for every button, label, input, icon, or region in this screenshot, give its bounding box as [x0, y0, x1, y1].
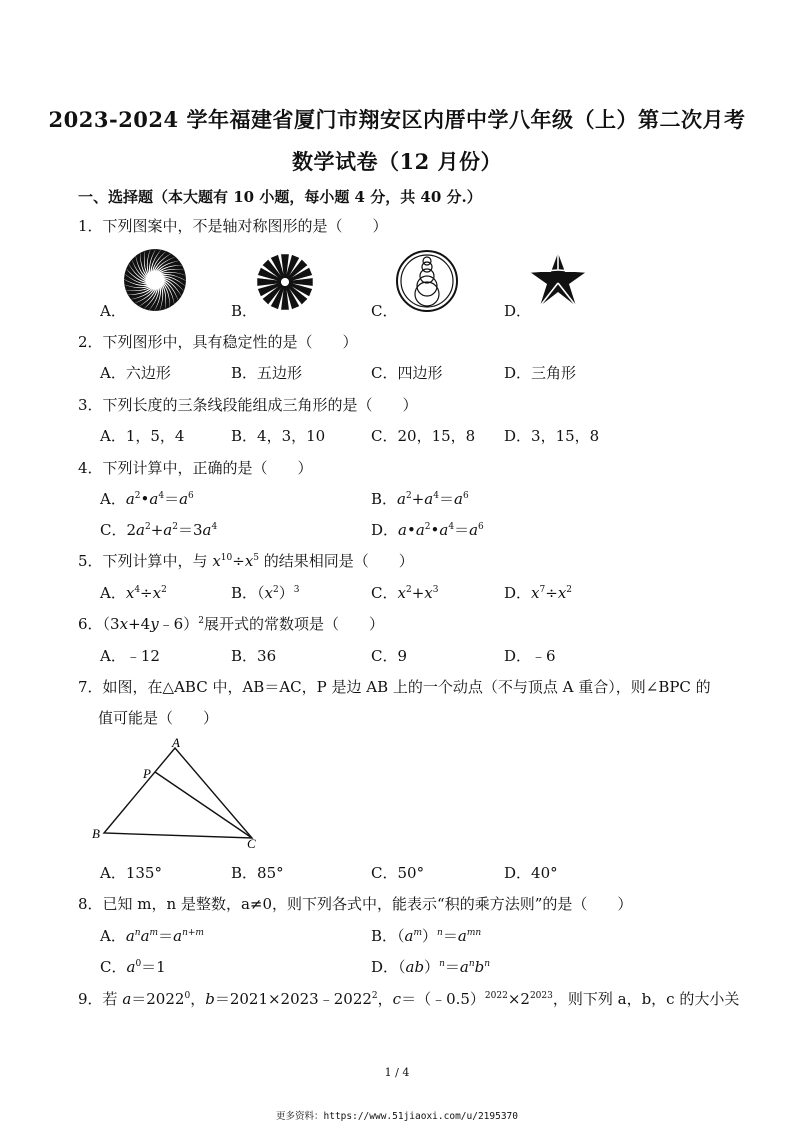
- q8-option-c: C．$a^0=1$: [100, 958, 166, 976]
- question-7-stem-line1: 7．如图，在△ABC 中，AB＝AC，P 是边 AB 上的一个动点（不与顶点 A 重合），则∠BPC 的: [78, 678, 711, 696]
- q1-figure-a-spiral: [122, 247, 188, 313]
- q7-option-d: D．40°: [504, 864, 558, 882]
- section-heading: 一、选择题（本大题有 10 小题，每小题 4 分，共 40 分.）: [78, 188, 482, 206]
- question-8-stem: 8．已知 m，n 是整数，a≠0，则下列各式中，能表示“积的乘方法则”的是（ ）: [78, 895, 633, 913]
- q7-option-a: A．135°: [100, 864, 162, 882]
- page-subtitle: 数学试卷（12 月份）: [291, 149, 503, 174]
- q6-option-d: D．﹣6: [504, 647, 556, 665]
- q1-figure-c-circles: [395, 249, 459, 313]
- q1-option-a: A．: [100, 302, 126, 320]
- q3-option-c: C．20，15，8: [371, 427, 476, 445]
- q6-option-c: C．9: [371, 647, 408, 665]
- q5-option-c: C．$x^2+x^3$: [371, 584, 439, 602]
- q3-option-a: A．1，5，4: [100, 427, 185, 445]
- q4-option-a: A．$a^2•a^4=a^6$: [100, 490, 194, 508]
- label-b: B: [92, 826, 100, 841]
- q4-option-c: C．$2a^2+a^2=3a^4$: [100, 521, 218, 539]
- q6-option-b: B．36: [231, 647, 277, 665]
- q2-option-d: D．三角形: [504, 364, 577, 382]
- question-7-stem-line2: 值可能是（ ）: [98, 709, 219, 727]
- q1-figure-b-starburst: [256, 253, 314, 311]
- question-1-stem: 1．下列图案中，不是轴对称图形的是（ ）: [78, 217, 388, 235]
- label-a: A: [172, 735, 180, 750]
- question-4-stem: 4．下列计算中，正确的是（ ）: [78, 459, 313, 477]
- question-9-stem: 9．若 $a=2022^0$，$b=2021\times 2023﹣2022^2$，$c=(﹣0.5)^{2022}\times 2^{2023}$，则下列 a，b，c 的大小关: [78, 990, 740, 1008]
- q8-option-b: B．$(a^m)^n=a^{mn}$: [371, 927, 482, 945]
- footer-link[interactable]: 更多资料：https://www.51jiaoxi.com/u/2195370: [276, 1111, 518, 1122]
- question-5-stem: 5．下列计算中，与 $x^{10}\div x^5$ 的结果相同是（ ）: [78, 552, 414, 570]
- page-number: 1 / 4: [384, 1066, 410, 1079]
- q1-option-d: D．: [504, 302, 532, 320]
- q3-option-b: B．4，3，10: [231, 427, 326, 445]
- q5-option-d: D．$x^7\div x^2$: [504, 584, 573, 602]
- q1-option-b: B．: [231, 302, 258, 320]
- label-p: P: [143, 766, 151, 781]
- question-6-stem: 6．（3x+4y﹣6）$^2$展开式的常数项是（ ）: [78, 615, 384, 633]
- q4-option-b: B．$a^2+a^4=a^6$: [371, 490, 469, 508]
- q5-option-b: B．$(x^2)^3$: [231, 584, 300, 602]
- q2-option-a: A．六边形: [100, 364, 171, 382]
- q2-option-b: B．五边形: [231, 364, 303, 382]
- q1-figure-d-star: [527, 250, 589, 312]
- question-3-stem: 3．下列长度的三条线段能组成三角形的是（ ）: [78, 396, 418, 414]
- label-c: C: [247, 836, 256, 850]
- q6-option-a: A．﹣12: [100, 647, 160, 665]
- q5-option-a: A．$x^4\div x^2$: [100, 584, 167, 602]
- q3-option-d: D．3，15，8: [504, 427, 600, 445]
- q4-option-d: D．$a•a^2•a^4=a^6$: [371, 521, 484, 539]
- q7-option-b: B．85°: [231, 864, 284, 882]
- q2-option-c: C．四边形: [371, 364, 443, 382]
- q8-option-a: A．$a^na^m=a^{n+m}$: [100, 927, 204, 945]
- q7-option-c: C．50°: [371, 864, 425, 882]
- q7-triangle-figure: [86, 734, 266, 850]
- q8-option-d: D．$(ab)^n=a^nb^n$: [371, 958, 491, 976]
- q1-option-c: C．: [371, 302, 398, 320]
- question-2-stem: 2．下列图形中，具有稳定性的是（ ）: [78, 333, 358, 351]
- page-title: 2023-2024 学年福建省厦门市翔安区内厝中学八年级（上）第二次月考: [48, 107, 746, 132]
